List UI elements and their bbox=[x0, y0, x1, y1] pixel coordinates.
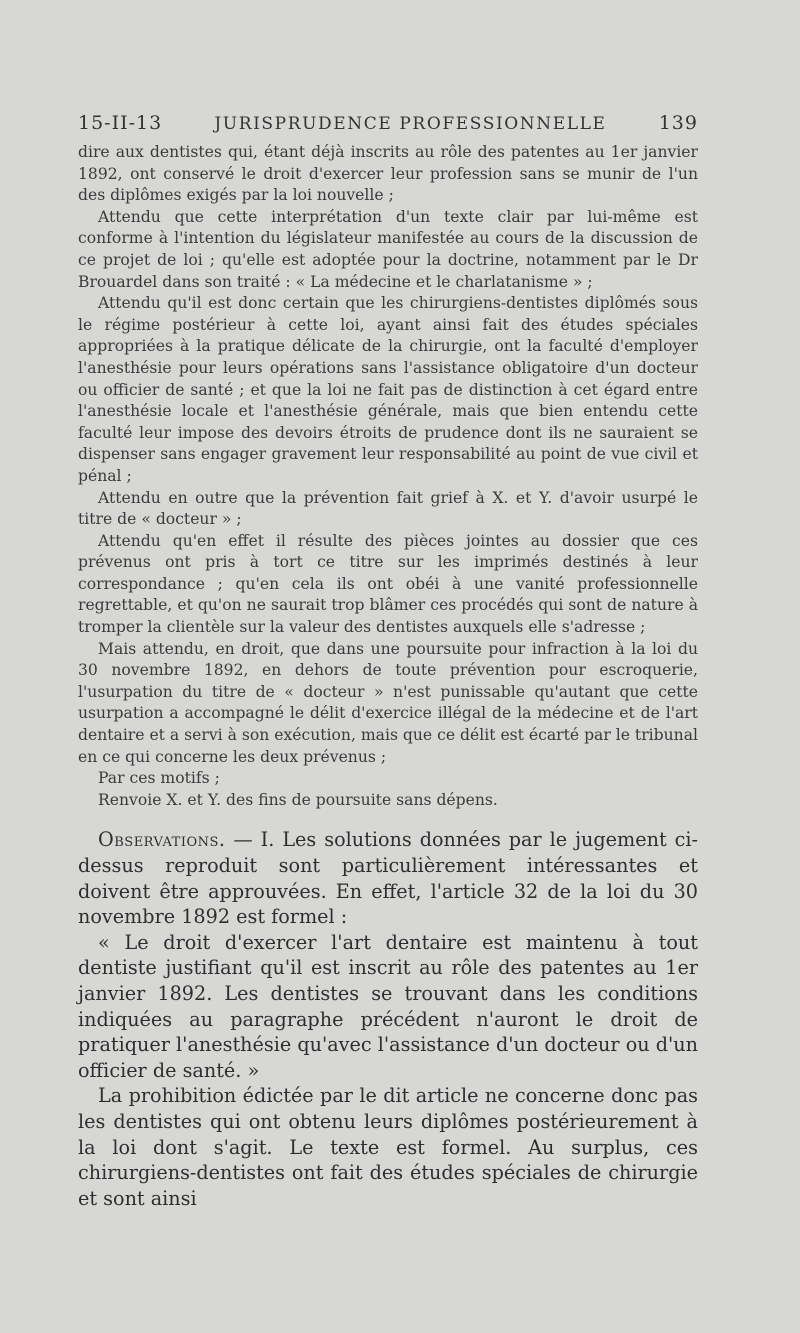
page-number: 139 bbox=[658, 112, 698, 134]
header-date: 15-II-13 bbox=[78, 112, 163, 134]
book-page bbox=[78, 112, 698, 1211]
judgment-paragraph: Attendu que cette interprétation d'un texte clair par lui-même est conforme à l'intention du législateur manifestée au cours de la discussion de ce projet de loi ; qu'elle est adoptée pour la doctrine, notamment par le Dr Brouardel dans son traité : « La médecine et le charlatanisme » ; bbox=[78, 207, 698, 291]
judgment-paragraph: dire aux dentistes qui, étant déjà inscrits au rôle des patentes au 1er janvier 1892, ont conservé le droit d'exercer leur profession sans se munir de l'un des diplômes exigés par la loi nouvelle ; bbox=[78, 143, 698, 205]
judgment-paragraph: Attendu qu'en effet il résulte des pièces jointes au dossier que ces prévenus ont pris à tort ce titre sur les imprimés destinés à leur correspondance ; qu'en cela ils ont obéi à une vanité professionnelle regrettable, et qu'on ne saurait trop blâmer ces procédés qui sont de nature à tromper la clientèle sur la valeur des dentistes auxquels elle s'adresse ; bbox=[78, 531, 698, 637]
observations-label: Observations. bbox=[98, 828, 226, 852]
judgment-paragraph: Mais attendu, en droit, que dans une poursuite pour infraction à la loi du 30 novembre 1892, en dehors de toute prévention pour escroquerie, l'usurpation du titre de « docteur » n'est punissable qu'autant que cette usurpation a accompagné le délit d'exercice illégal de la médecine et de l'art dentaire et a servi à son exécution, mais que ce délit est écarté par le tribunal en ce qui concerne les deux prévenus ; bbox=[78, 639, 698, 766]
observations-paragraph-3: La prohibition édictée par le dit article ne concerne donc pas les dentistes qui ont obtenu leurs diplômes postérieurement à la loi dont s'agit. Le texte est formel. Au surplus, ces chirurgiens-dentistes ont fait des études spéciales de chirurgie et sont ainsi bbox=[78, 1084, 698, 1210]
judgment-paragraph: Attendu qu'il est donc certain que les chirurgiens-dentistes diplômés sous le régime postérieur à cette loi, ayant ainsi fait des études spéciales appropriées à la pratique délicate de la chirurgie, ont la faculté d'employer l'anesthésie pour leurs opérations sans l'assistance obligatoire d'un docteur ou officier de santé ; et que la loi ne fait pas de distinction à cet égard entre l'anesthésie locale et l'anesthésie générale, mais que bien entendu cette faculté leur impose des devoirs étroits de prudence dont ils ne sauraient se dispenser sans engager gravement leur responsabilité au point de vue civil et pénal ; bbox=[78, 294, 698, 485]
running-head bbox=[78, 112, 698, 134]
observations-text-1: — I. Les solutions données par le jugement ci-dessus reproduit sont particulièrement intéressantes et doivent être approuvées. En effet, l'article 32 de la loi du 30 novembre 1892 est formel : bbox=[78, 828, 698, 929]
observations-paragraph-2: « Le droit d'exercer l'art dentaire est maintenu à tout dentiste justifiant qu'il est inscrit au rôle des patentes au 1er janvier 1892. Les dentistes se trouvant dans les conditions indiquées au paragraphe précédent n'auront le droit de pratiquer l'anesthésie qu'avec l'assistance d'un docteur ou d'un officier de santé. » bbox=[78, 930, 698, 1082]
observations-section bbox=[78, 827, 698, 1211]
judgment-paragraph: Par ces motifs ; bbox=[98, 769, 220, 788]
observations-paragraph-1 bbox=[78, 827, 698, 929]
header-title: JURISPRUDENCE PROFESSIONNELLE bbox=[214, 114, 607, 134]
judgment-paragraph: Attendu en outre que la prévention fait grief à X. et Y. d'avoir usurpé le titre de « docteur » ; bbox=[78, 488, 698, 529]
judgment-text bbox=[78, 142, 698, 811]
judgment-paragraph: Renvoie X. et Y. des fins de poursuite sans dépens. bbox=[98, 790, 498, 809]
